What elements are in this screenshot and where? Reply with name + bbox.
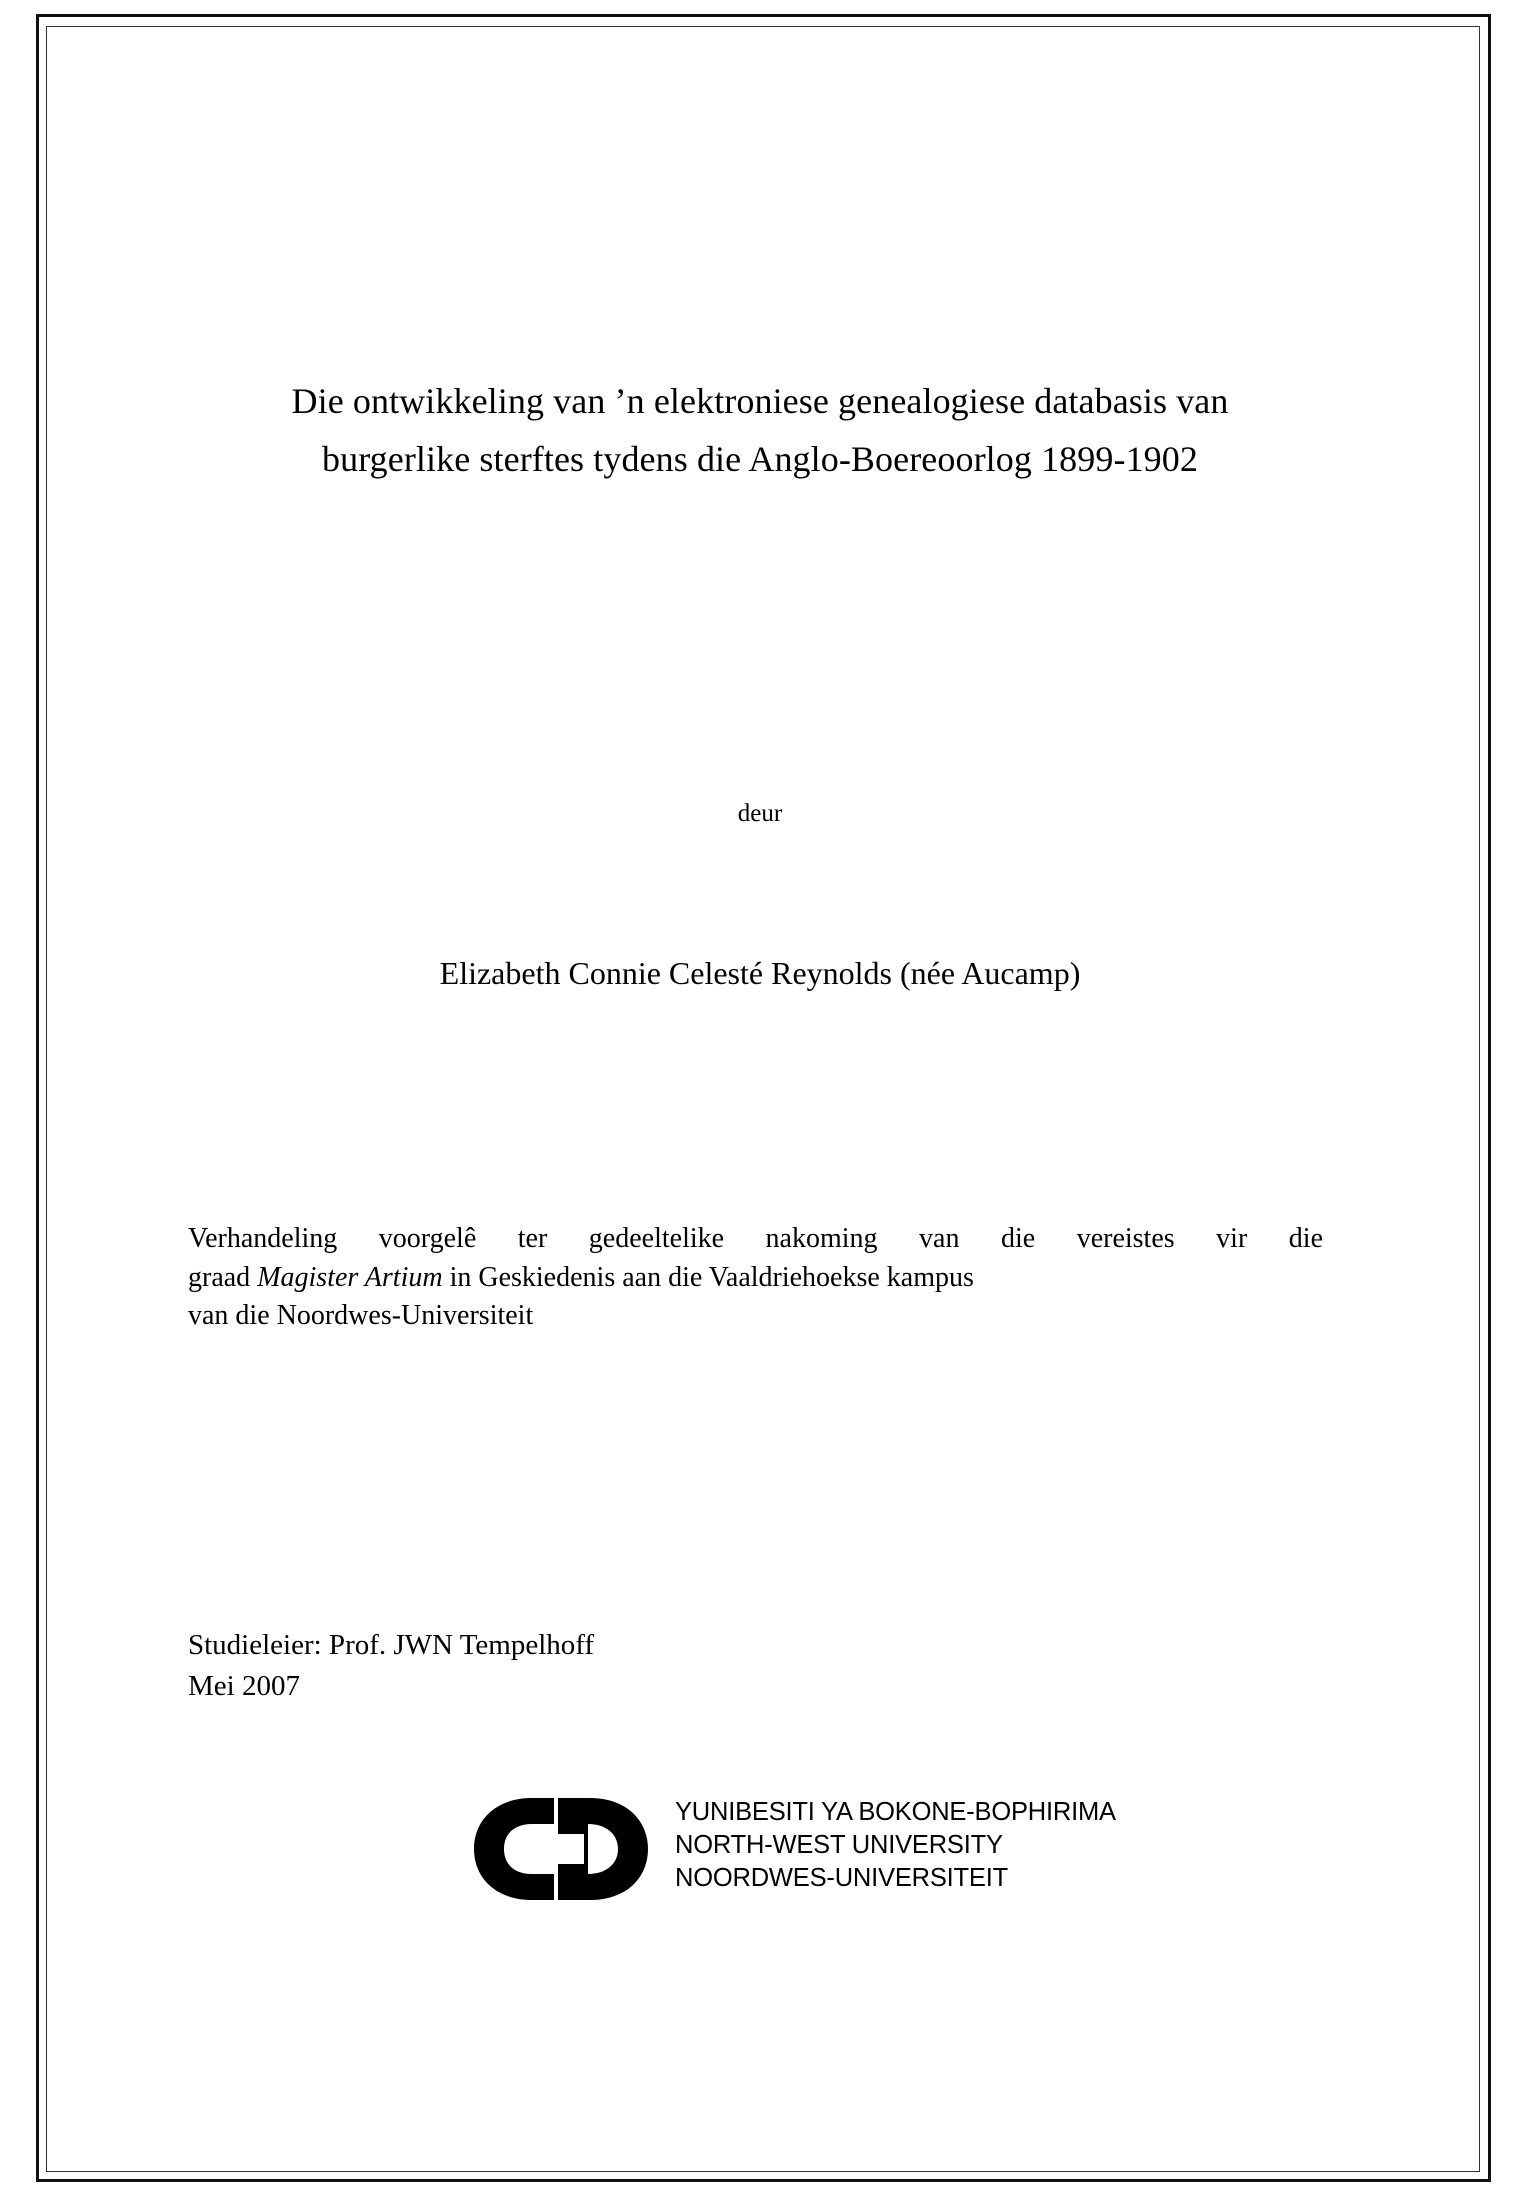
author-name: Elizabeth Connie Celesté Reynolds (née Aucamp)	[439, 955, 1081, 991]
degree-statement-line-2	[188, 1259, 1323, 1298]
degree-name-italic: Magister Artium	[257, 1261, 443, 1293]
degree-statement-line-2-pre: graad	[188, 1261, 258, 1293]
submission-date: Mei 2007	[188, 1670, 300, 1703]
north-west-university-logo-icon	[470, 1794, 665, 1904]
university-logo-block	[470, 1790, 1170, 1920]
page-title	[180, 372, 1340, 489]
degree-statement-line-3: van die Noordwes-Universiteit	[188, 1300, 534, 1332]
supervisor-name: Studieleier: Prof. JWN Tempelhoff	[188, 1629, 595, 1661]
degree-statement-line-1: Verhandeling voorgelê ter gedeeltelike nakoming van die vereistes vir die	[188, 1223, 1323, 1254]
logo-text-line-3: NOORDWES-UNIVERSITEIT	[675, 1864, 1008, 1893]
title-line-2: burgerlike sterftes tydens die Anglo-Boereoorlog 1899-1902	[322, 439, 1198, 480]
university-logo-text	[675, 1796, 1116, 1895]
title-line-1: Die ontwikkeling van ’n elektroniese genealogiese databasis van	[291, 381, 1229, 421]
by-label: deur	[737, 800, 783, 827]
degree-statement	[188, 1220, 1323, 1336]
logo-text-line-1: YUNIBESITI YA BOKONE-BOPHIRIMA	[675, 1798, 1116, 1826]
logo-text-line-2: NORTH-WEST UNIVERSITY	[675, 1831, 1003, 1860]
supervisor-block	[188, 1625, 1088, 1707]
degree-statement-line-2-post: in Geskiedenis aan die Vaaldriehoekse kampus	[442, 1261, 974, 1293]
page-content	[160, 0, 1360, 2206]
